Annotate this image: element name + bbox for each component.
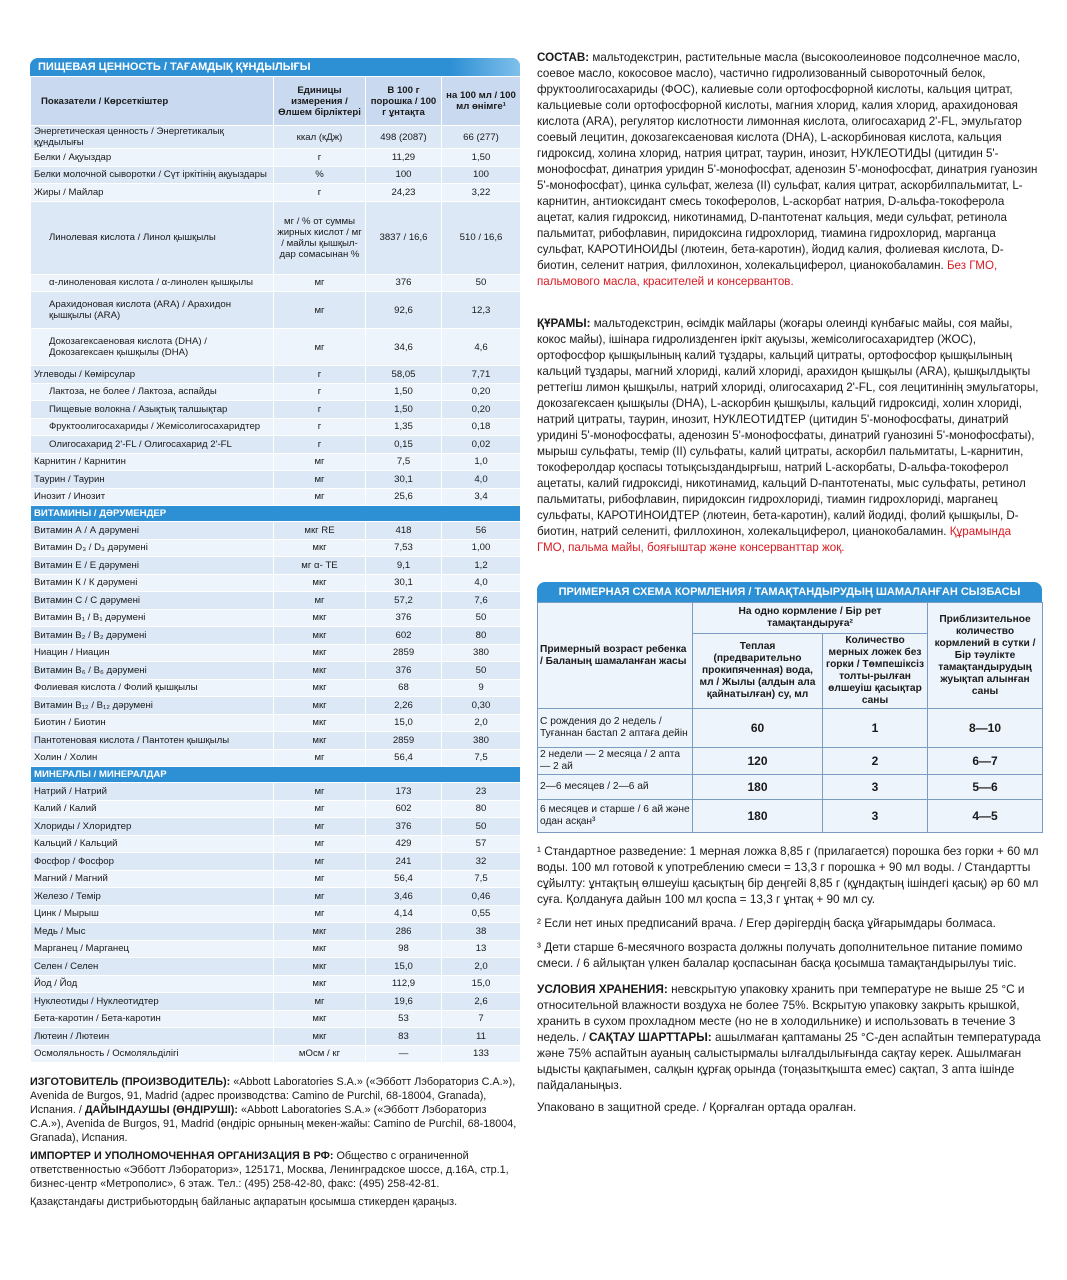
nutrition-cell-unit: мОсм / кг — [274, 1045, 366, 1063]
nutrition-cell-ml: 50 — [442, 274, 521, 292]
feeding-cell-age: 6 месяцев и старше / 6 ай және одан асқан³ — [538, 800, 693, 833]
nutrition-cell-unit: мкг — [274, 1010, 366, 1028]
nutrition-cell-name: Холин / Холин — [31, 749, 274, 767]
nutrition-cell-p: 58,05 — [366, 366, 442, 384]
storage-text: УСЛОВИЯ ХРАНЕНИЯ: невскрытую упаковку хранить при температуре не выше 25 °C и относительной влажности воздуха не более 75%. Вскрытую упаковку закрыть крышкой, хранить в сухом прохладном месте (но не в холодильнике) и использовать в течение 3 недель. / САҚТАУ ШАРТТАРЫ: ашылмаған қаптаманы 25 °C-ден аспайтын температурада және 75% аспайтын ауаның салыстырмалы ылғалдылығында сақтау керек. Ашылмаған ыдысты қақпағымен, салқын құрғақ орында (тоңазытқышта емес) сақтап, 3 апта ішінде пайдаланыңыз. — [537, 982, 1041, 1092]
nutrition-cell-name: Витамин В₆ / В₆ дәрумені — [31, 662, 274, 680]
nutrition-cell-ml: 4,0 — [442, 471, 521, 489]
feeding-cell-per_day: 8—10 — [928, 709, 1043, 748]
nutrition-cell-name: Жиры / Майлар — [31, 184, 274, 202]
minerals-section — [31, 767, 521, 783]
nutrition-cell-ml: 12,3 — [442, 292, 521, 329]
nutrition-cell-name: Йод / Йод — [31, 975, 274, 993]
feeding-cell-per_day: 5—6 — [928, 775, 1043, 800]
nutrition-cell-unit: мг — [274, 329, 366, 366]
nutrition-cell-name: Ниацин / Ниацин — [31, 644, 274, 662]
nutrition-cell-ml: 7,6 — [442, 592, 521, 610]
nutrition-cell-ml: 510 / 16,6 — [442, 201, 521, 274]
nutrition-row — [31, 418, 521, 436]
nutrition-cell-p: 3837 / 16,6 — [366, 201, 442, 274]
nutrition-cell-name: Бета-каротин / Бета-каротин — [31, 1010, 274, 1028]
feeding-header-age: Примерный возраст ребенка / Баланың шамаланған жасы — [538, 603, 693, 709]
nutrition-cell-p: 83 — [366, 1028, 442, 1046]
nutrition-cell-p: 602 — [366, 627, 442, 645]
nutrition-cell-unit: мкг — [274, 539, 366, 557]
header-indicator: Показатели / Көрсеткіштер — [31, 77, 274, 126]
nutrition-row — [31, 471, 521, 489]
storage-label-kz: САҚТАУ ШАРТТАРЫ: — [589, 1030, 712, 1044]
nutrition-row — [31, 292, 521, 329]
nutrition-row — [31, 1045, 521, 1063]
nutrition-cell-unit: мкг — [274, 975, 366, 993]
nutrition-cell-name: Хлориды / Хлоридтер — [31, 818, 274, 836]
nutrition-cell-ml: 11 — [442, 1028, 521, 1046]
nutrition-row — [31, 383, 521, 401]
composition-kz-warning: Құрамында ГМО, пальма майы, бояғыштар және консерванттар жоқ. — [537, 525, 1012, 554]
nutrition-cell-ml: 15,0 — [442, 975, 521, 993]
nutrition-cell-name: Карнитин / Карнитин — [31, 453, 274, 471]
nutrition-cell-unit: мг / % от суммы жирных кислот / мг / майлы қышқыл-дар сомасынан % — [274, 201, 366, 274]
nutrition-row — [31, 749, 521, 767]
nutrition-row — [31, 329, 521, 366]
nutrition-row — [31, 592, 521, 610]
composition-kz: ҚҰРАМЫ: мальтодекстрин, өсімдік майлары (жоғары олеинді күнбағыс майы, соя майы, кокос майы), ішінара гидролизденген іркіт ақуызы, жемісолигосахаридтер (ЖОС), ортофосфор қышқылының калий тұздары, кальций цитраты, ортофосфор қышқылының кальций тұздары, магний хлориді, калий хлориді, арахидон қышқылы (ARA), қышқылдықты реттегіш лимон қышқылы, натрий хлориді, олигосахарид 2'-FL, соя лецитинінің эмульгаторы, докозагексаен қышқылы (DHA), L-аскорбин қышқылы, кальций гидроксиді, холин хлориді, натрий цитраты, таурин, инозит, НУКЛЕОТИДТЕР (цитидин 5'-монофосфаты, динатрий уридині 5'-монофосфаты, аденозин 5'-монофосфаты, динатрий гуанозині 5'-монофосфаты), мырыш сульфаты, темір (II) сульфаты, калий цитраты, аскорбил пальмитаты, L-карнитин, токоферолдар қоспасы тотықсыздандырғыш, натрий L-аскорбаты, D-альфа-токоферол ацетаты, калий гидроксиді, никотинамид, кальций D-пантотенаты, мыс сульфаты, ретинол пальмитаты, рибофлавин, пиридоксин гидрохлориді, тиамин гидрохлориді, марганец сульфаты, КАРОТИНОИДТЕР (лютеин, бета-каротин), калий йодиді, фолий қышқылы, D-биотин, натрий селениті, филлохинон, холекальциферол, цианокобаламин. Құрамында ГМО, пальма майы, бояғыштар және консерванттар жоқ. — [537, 317, 1039, 554]
nutrition-cell-unit: мкг — [274, 574, 366, 592]
nutrition-cell-unit: мг — [274, 453, 366, 471]
footnote-1: ¹ Стандартное разведение: 1 мерная ложка 8,85 г (прилагается) порошка без горки + 60 мл воды. 100 мл готовой к употреблению смеси = 13,3 г порошка + 90 мл воды. / Стандартты сұйылту: ұнтақтың өлшеуіш қасықтың бір деңгейі 8,85 г (құндақтың ішіндегі қасық) əр 60 мл суға. Қолдануға дайын 100 мл қоспа = 13,3 г ұнтақ + 90 мл су. — [537, 844, 1039, 906]
right-column — [537, 50, 1042, 1115]
nutrition-cell-p: 15,0 — [366, 714, 442, 732]
composition-ru-warning: Без ГМО, пальмового масла, красителей и консервантов. — [537, 259, 998, 288]
nutrition-cell-name: Олигосахарид 2'-FL / Олигосахарид 2'-FL — [31, 436, 274, 454]
nutrition-cell-ml: 7,5 — [442, 870, 521, 888]
nutrition-cell-ml: 50 — [442, 818, 521, 836]
nutrition-cell-unit: г — [274, 366, 366, 384]
nutrition-row — [31, 993, 521, 1011]
nutrition-row — [31, 436, 521, 454]
header-unit: Единицы измерения / Өлшем бірліктері — [274, 77, 366, 126]
nutrition-cell-unit: мг — [274, 800, 366, 818]
nutrition-row — [31, 853, 521, 871]
nutrition-row — [31, 835, 521, 853]
nutrition-cell-p: 56,4 — [366, 749, 442, 767]
nutrition-cell-p: 30,1 — [366, 574, 442, 592]
nutrition-row — [31, 975, 521, 993]
nutrition-cell-p: 1,35 — [366, 418, 442, 436]
importer-label: ИМПОРТЕР И УПОЛНОМОЧЕННАЯ ОРГАНИЗАЦИЯ В РФ: — [30, 1150, 334, 1162]
nutrition-cell-name: Пантотеновая кислота / Пантотен қышқылы — [31, 732, 274, 750]
nutrition-cell-p: 53 — [366, 1010, 442, 1028]
nutrition-cell-unit: мг — [274, 888, 366, 906]
nutrition-cell-p: 418 — [366, 522, 442, 540]
manufacturer-block — [30, 1075, 520, 1209]
nutrition-cell-ml: 380 — [442, 732, 521, 750]
feeding-block — [537, 582, 1042, 833]
nutrition-cell-name: Белки молочной сыворотки / Сүт іркітінің ақуыздары — [31, 166, 274, 184]
nutrition-cell-unit: г — [274, 383, 366, 401]
nutrition-cell-ml: 80 — [442, 627, 521, 645]
feeding-cell-spoons: 3 — [823, 800, 928, 833]
nutrition-cell-p: 24,23 — [366, 184, 442, 202]
nutrition-cell-unit: г — [274, 184, 366, 202]
nutrition-cell-unit: мкг — [274, 697, 366, 715]
nutrition-row — [31, 557, 521, 575]
manufacturer-text: ИЗГОТОВИТЕЛЬ (ПРОИЗВОДИТЕЛЬ): «Abbott Laboratories S.A.» («Эбботт Лэбораториз С.А.»), Avenida de Burgos, 91, Madrid (адрес производства: Camino de Purchil, 68-18004, Granada), Испания. / ДАЙЫНДАУШЫ (ӨНДІРУШІ): «Abbott Laboratories S.A.» («Эбботт Лэбораториз С.А.»), Avenida de Burgos, 91, Madrid (өндіріс орнының мекен-жайы: Camino de Purchil, 68-18004, Granada), Испания. — [30, 1076, 517, 1144]
nutrition-cell-p: 11,29 — [366, 149, 442, 167]
feeding-row — [538, 800, 1043, 833]
vitamins-section — [31, 506, 521, 522]
composition-ru-label: СОСТАВ: — [537, 51, 590, 64]
nutrition-row — [31, 1010, 521, 1028]
nutrition-row — [31, 888, 521, 906]
nutrition-row — [31, 714, 521, 732]
nutrition-cell-p: 376 — [366, 662, 442, 680]
nutrition-cell-name: Лютеин / Лютеин — [31, 1028, 274, 1046]
nutrition-cell-unit: мкг — [274, 644, 366, 662]
nutrition-cell-name: Энергетическая ценность / Энергетикалық құндылығы — [31, 126, 274, 149]
nutrition-row — [31, 574, 521, 592]
storage-label-ru: УСЛОВИЯ ХРАНЕНИЯ: — [537, 982, 668, 996]
nutrition-cell-p: 34,6 — [366, 329, 442, 366]
nutrition-row — [31, 201, 521, 274]
nutrition-cell-unit: мг — [274, 592, 366, 610]
nutrition-row — [31, 870, 521, 888]
nutrition-cell-ml: 9 — [442, 679, 521, 697]
nutrition-cell-p: 4,14 — [366, 905, 442, 923]
vitamins-section-label: ВИТАМИНЫ / ДӘРУМЕНДЕР — [31, 506, 521, 522]
nutrition-cell-name: Таурин / Таурин — [31, 471, 274, 489]
nutrition-row — [31, 679, 521, 697]
feeding-cell-water: 180 — [693, 800, 823, 833]
nutrition-cell-ml: 56 — [442, 522, 521, 540]
nutrition-cell-p: 173 — [366, 783, 442, 801]
nutrition-cell-name: Арахидоновая кислота (ARA) / Арахидон қышқылы (ARA) — [31, 292, 274, 329]
nutrition-row — [31, 453, 521, 471]
header-per-100ml: на 100 мл / 100 мл өнімге¹ — [442, 77, 521, 126]
nutrition-cell-ml: 2,0 — [442, 714, 521, 732]
manufacturer-label: ИЗГОТОВИТЕЛЬ (ПРОИЗВОДИТЕЛЬ): — [30, 1076, 231, 1088]
nutrition-cell-ml: 133 — [442, 1045, 521, 1063]
feeding-cell-water: 120 — [693, 748, 823, 775]
minerals-section-label: МИНЕРАЛЫ / МИНЕРАЛДАР — [31, 767, 521, 783]
nutrition-cell-name: Углеводы / Көмірсулар — [31, 366, 274, 384]
nutrition-cell-name: Нуклеотиды / Нуклеотидтер — [31, 993, 274, 1011]
nutrition-cell-unit: мг — [274, 471, 366, 489]
nutrition-cell-name: Магний / Магний — [31, 870, 274, 888]
nutrition-row — [31, 923, 521, 941]
nutrition-cell-p: 376 — [366, 274, 442, 292]
nutrition-table — [30, 76, 521, 1063]
nutrition-cell-unit: мкг — [274, 627, 366, 645]
nutrition-cell-p: 2859 — [366, 732, 442, 750]
nutrition-cell-name: Белки / Ақуыздар — [31, 149, 274, 167]
footnote-2: ² Если нет иных предписаний врача. / Егер дәрігердің басқа ұйғарымдары болмаса. — [537, 916, 996, 930]
nutrition-cell-ml: 0,02 — [442, 436, 521, 454]
nutrition-row — [31, 1028, 521, 1046]
nutrition-cell-unit: мг — [274, 783, 366, 801]
nutrition-cell-name: Кальций / Кальций — [31, 835, 274, 853]
left-column — [30, 58, 520, 1209]
nutrition-cell-p: 30,1 — [366, 471, 442, 489]
nutrition-cell-name: Натрий / Натрий — [31, 783, 274, 801]
feeding-row — [538, 709, 1043, 748]
nutrition-row — [31, 166, 521, 184]
nutrition-cell-ml: 4,0 — [442, 574, 521, 592]
nutrition-cell-name: Калий / Калий — [31, 800, 274, 818]
nutrition-cell-unit: мкг RE — [274, 522, 366, 540]
nutrition-cell-p: 602 — [366, 800, 442, 818]
nutrition-cell-name: Витамин В₁₂ / В₁₂ дәрумені — [31, 697, 274, 715]
nutrition-row — [31, 662, 521, 680]
nutrition-row — [31, 940, 521, 958]
nutrition-cell-p: 1,50 — [366, 401, 442, 419]
nutrition-row — [31, 697, 521, 715]
feeding-cell-water: 180 — [693, 775, 823, 800]
nutrition-row — [31, 905, 521, 923]
nutrition-row — [31, 401, 521, 419]
feeding-row — [538, 775, 1043, 800]
nutrition-cell-unit: мг — [274, 274, 366, 292]
nutrition-cell-unit: мкг — [274, 923, 366, 941]
nutrition-cell-name: Медь / Мыс — [31, 923, 274, 941]
nutrition-cell-p: 429 — [366, 835, 442, 853]
nutrition-cell-name: Железо / Темір — [31, 888, 274, 906]
nutrition-cell-name: Витамин Е / Е дәрумені — [31, 557, 274, 575]
nutrition-cell-ml: 4,6 — [442, 329, 521, 366]
nutrition-cell-p: 498 (2087) — [366, 126, 442, 149]
nutrition-cell-ml: 13 — [442, 940, 521, 958]
feeding-title: ПРИМЕРНАЯ СХЕМА КОРМЛЕНИЯ / ТАМАҚТАНДЫРУДЫҢ ШАМАЛАНҒАН СЫЗБАСЫ — [537, 582, 1042, 602]
nutrition-cell-ml: 80 — [442, 800, 521, 818]
nutrition-cell-p: 25,6 — [366, 488, 442, 506]
nutrition-cell-unit: мг α- TE — [274, 557, 366, 575]
producer-label: ДАЙЫНДАУШЫ (ӨНДІРУШІ): — [84, 1104, 238, 1116]
nutrition-cell-ml: 0,20 — [442, 401, 521, 419]
nutrition-cell-name: Докозагексаеновая кислота (DHA) / Докозагексаен қышқылы (DHA) — [31, 329, 274, 366]
nutrition-cell-ml: 0,30 — [442, 697, 521, 715]
nutrition-cell-ml: 380 — [442, 644, 521, 662]
footnotes — [537, 843, 1042, 971]
nutrition-row — [31, 126, 521, 149]
nutrition-cell-unit: мкг — [274, 662, 366, 680]
feeding-row — [538, 748, 1043, 775]
composition-ru: СОСТАВ: мальтодекстрин, растительные масла (высокоолеиновое подсолнечное масло, соевое масло, кокосовое масло), частично гидролизованный сывороточный белок, фруктоолигосахариды (ФОС), калиевые соли ортофосфорной кислоты, кальция цитрат, кальциевые соли ортофосфорной кислоты, магния хлорид, калия хлорид, арахидоновая кислота (ARA), регулятор кислотности лимонная кислота, олигосахарид 2'-FL, эмульгатор соевый лецитин, докозагексаеновая кислота (DHA), L-аскорбиновая кислота, кальция гидроксид, холина хлорид, натрия цитрат, таурин, инозит, НУКЛЕОТИДЫ (цитидин 5'-монофосфат, динатрия уридин 5'-монофосфат, аденозин 5'-монофосфат, динатрия гуанозин 5'-монофосфат), цинка сульфат, железа (II) сульфат, калия цитрат, аскорбилпальмитат, L-карнитин, антиоксидант смесь токоферолов, L-аскорбат натрия, D-альфа-токоферола ацетат, калия гидроксид, никотинамид, D-пантотенат кальция, меди сульфат, ретинола пальмитат, рибофлавин, пиридоксина гидрохлорид, тиамина гидрохлорид, марганца сульфат, КАРОТИНОИДЫ (лютеин, бета-каротин), йодид калия, фолиевая кислота, D-биотин, селенит натрия, филлохинон, холекальциферол, цианокобаламин. Без ГМО, пальмового масла, красителей и консервантов. — [537, 51, 1038, 288]
nutrition-cell-name: Витамин К / К дәрумені — [31, 574, 274, 592]
nutrition-cell-ml: 0,20 — [442, 383, 521, 401]
nutrition-cell-p: 98 — [366, 940, 442, 958]
nutrition-cell-p: 68 — [366, 679, 442, 697]
nutrition-row — [31, 539, 521, 557]
nutrition-cell-name: Фосфор / Фосфор — [31, 853, 274, 871]
nutrition-cell-ml: 7,5 — [442, 749, 521, 767]
nutrition-cell-p: 1,50 — [366, 383, 442, 401]
nutrition-cell-ml: 66 (277) — [442, 126, 521, 149]
nutrition-cell-name: Биотин / Биотин — [31, 714, 274, 732]
nutrition-cell-unit: мкг — [274, 679, 366, 697]
nutrition-cell-unit: мг — [274, 993, 366, 1011]
nutrition-cell-ml: 0,46 — [442, 888, 521, 906]
feeding-cell-spoons: 3 — [823, 775, 928, 800]
nutrition-cell-unit: мкг — [274, 1028, 366, 1046]
feeding-cell-water: 60 — [693, 709, 823, 748]
nutrition-cell-p: 376 — [366, 609, 442, 627]
nutrition-cell-p: 15,0 — [366, 958, 442, 976]
nutrition-row — [31, 644, 521, 662]
nutrition-cell-ml: 23 — [442, 783, 521, 801]
nutrition-cell-name: Селен / Селен — [31, 958, 274, 976]
nutrition-cell-ml: 1,0 — [442, 453, 521, 471]
nutrition-cell-ml: 57 — [442, 835, 521, 853]
nutrition-cell-ml: 50 — [442, 662, 521, 680]
nutrition-cell-ml: 3,4 — [442, 488, 521, 506]
nutrition-cell-unit: г — [274, 401, 366, 419]
nutrition-cell-p: 7,5 — [366, 453, 442, 471]
nutrition-cell-p: 100 — [366, 166, 442, 184]
nutrition-cell-ml: 100 — [442, 166, 521, 184]
nutrition-cell-p: 376 — [366, 818, 442, 836]
nutrition-cell-name: Инозит / Инозит — [31, 488, 274, 506]
nutrition-cell-unit: мкг — [274, 714, 366, 732]
nutrition-cell-p: 2859 — [366, 644, 442, 662]
nutrition-cell-unit: мкг — [274, 958, 366, 976]
nutrition-cell-p: 9,1 — [366, 557, 442, 575]
nutrition-cell-unit: г — [274, 418, 366, 436]
nutrition-cell-ml: 2,0 — [442, 958, 521, 976]
nutrition-row — [31, 732, 521, 750]
feeding-cell-age: С рождения до 2 недель / Туғаннан бастап 2 аптаға дейін — [538, 709, 693, 748]
distributor-note: Қазақстандағы дистрибьютордың байланыс ақпаратын қосымша стикерден қараңыз. — [30, 1196, 458, 1208]
nutrition-cell-ml: 50 — [442, 609, 521, 627]
nutrition-cell-name: Витамин В₁ / В₁ дәрумені — [31, 609, 274, 627]
nutrition-cell-p: 56,4 — [366, 870, 442, 888]
nutrition-row — [31, 184, 521, 202]
nutrition-cell-p: 2,26 — [366, 697, 442, 715]
nutrition-cell-unit: мг — [274, 853, 366, 871]
nutrition-cell-ml: 7,71 — [442, 366, 521, 384]
nutrition-cell-ml: 2,6 — [442, 993, 521, 1011]
nutrition-cell-p: 0,15 — [366, 436, 442, 454]
nutrition-cell-name: Витамин А / А дәрумені — [31, 522, 274, 540]
nutrition-cell-name: Лактоза, не более / Лактоза, аспайды — [31, 383, 274, 401]
nutrition-cell-p: 112,9 — [366, 975, 442, 993]
nutrition-cell-name: Витамин D₃ / D₃ дәрумені — [31, 539, 274, 557]
nutrition-cell-ml: 1,50 — [442, 149, 521, 167]
nutrition-cell-ml: 38 — [442, 923, 521, 941]
feeding-cell-per_day: 4—5 — [928, 800, 1043, 833]
nutrition-cell-ml: 1,2 — [442, 557, 521, 575]
nutrition-row — [31, 958, 521, 976]
packed-text: Упаковано в защитной среде. / Қорғалған ортада оралған. — [537, 1100, 857, 1114]
nutrition-cell-unit: мг — [274, 835, 366, 853]
nutrition-cell-name: Пищевые волокна / Азықтық талшықтар — [31, 401, 274, 419]
composition-kz-label: ҚҰРАМЫ: — [537, 317, 591, 330]
nutrition-cell-name: Цинк / Мырыш — [31, 905, 274, 923]
header-per-100g: В 100 г порошка / 100 г ұнтақта — [366, 77, 442, 126]
feeding-cell-per_day: 6—7 — [928, 748, 1043, 775]
nutrition-cell-unit: мкг — [274, 609, 366, 627]
feeding-header-spoons: Количество мерных ложек без горки / Төмпешіксіз толты-рылған өлшеуіш қасықтар саны — [823, 634, 928, 709]
nutrition-cell-p: — — [366, 1045, 442, 1063]
nutrition-row — [31, 818, 521, 836]
nutrition-cell-ml: 3,22 — [442, 184, 521, 202]
nutrition-cell-p: 286 — [366, 923, 442, 941]
nutrition-cell-unit: мг — [274, 488, 366, 506]
nutrition-cell-unit: мг — [274, 818, 366, 836]
nutrition-cell-unit: мг — [274, 870, 366, 888]
feeding-cell-spoons: 1 — [823, 709, 928, 748]
nutrition-row — [31, 149, 521, 167]
nutrition-cell-ml: 0,55 — [442, 905, 521, 923]
nutrition-cell-p: 3,46 — [366, 888, 442, 906]
nutrition-cell-name: Фолиевая кислота / Фолий қышқылы — [31, 679, 274, 697]
nutrition-cell-name: α-линоленовая кислота / α-линолен қышқылы — [31, 274, 274, 292]
nutrition-cell-p: 92,6 — [366, 292, 442, 329]
nutrition-cell-unit: мг — [274, 905, 366, 923]
nutrition-row — [31, 488, 521, 506]
nutrition-row — [31, 783, 521, 801]
nutrition-cell-name: Марганец / Марганец — [31, 940, 274, 958]
footnote-3: ³ Дети старше 6-месячного возраста должны получать дополнительное питание помимо смеси. / 6 айлықтан үлкен балалар қоспасынан басқа қосымша тамақтандырылуы тиіс. — [537, 940, 1023, 970]
nutrition-cell-unit: ккал (кДж) — [274, 126, 366, 149]
feeding-cell-age: 2 недели — 2 месяца / 2 апта — 2 ай — [538, 748, 693, 775]
nutrition-cell-unit: мг — [274, 292, 366, 329]
nutrition-cell-unit: г — [274, 149, 366, 167]
nutrition-cell-name: Витамин В₂ / В₂ дәрумені — [31, 627, 274, 645]
nutrition-cell-p: 7,53 — [366, 539, 442, 557]
nutrition-cell-unit: % — [274, 166, 366, 184]
nutrition-row — [31, 627, 521, 645]
nutrition-row — [31, 522, 521, 540]
feeding-header-one: На одно кормление / Бір рет тамақтандыруға² — [693, 603, 928, 634]
nutrition-cell-unit: мг — [274, 749, 366, 767]
nutrition-cell-name: Осмоляльность / Осмоляльділігі — [31, 1045, 274, 1063]
feeding-header-water: Теплая (предварительно прокипяченная) вода, мл / Жылы (алдын ала қайнатылған) су, мл — [693, 634, 823, 709]
nutrition-row — [31, 609, 521, 627]
nutrition-cell-unit: г — [274, 436, 366, 454]
nutrition-cell-ml: 1,00 — [442, 539, 521, 557]
nutrition-cell-unit: мкг — [274, 940, 366, 958]
nutrition-cell-ml: 0,18 — [442, 418, 521, 436]
nutrition-row — [31, 274, 521, 292]
nutrition-cell-name: Фруктоолигосахариды / Жемісолигосахаридтер — [31, 418, 274, 436]
nutrition-cell-unit: мкг — [274, 732, 366, 750]
nutrition-title: ПИЩЕВАЯ ЦЕННОСТЬ / ТАҒАМДЫҚ ҚҰНДЫЛЫҒЫ — [30, 58, 520, 76]
feeding-table — [537, 602, 1043, 833]
nutrition-cell-ml: 7 — [442, 1010, 521, 1028]
nutrition-cell-name: Витамин С / С дәрумені — [31, 592, 274, 610]
nutrition-cell-p: 19,6 — [366, 993, 442, 1011]
feeding-header-per-day: Приблизительное количество кормлений в сутки / Бір тәулікте тамақтандырудың жуықтап алынған саны — [928, 603, 1043, 709]
nutrition-cell-ml: 32 — [442, 853, 521, 871]
feeding-cell-spoons: 2 — [823, 748, 928, 775]
nutrition-cell-p: 57,2 — [366, 592, 442, 610]
nutrition-cell-name: Линолевая кислота / Линол қышқылы — [31, 201, 274, 274]
feeding-cell-age: 2—6 месяцев / 2—6 ай — [538, 775, 693, 800]
nutrition-row — [31, 800, 521, 818]
importer-text: ИМПОРТЕР И УПОЛНОМОЧЕННАЯ ОРГАНИЗАЦИЯ В РФ: Общество с ограниченной ответственностью «Эбботт Лэбораториз», 125171, Москва, Ленинградское шоссе, д.16А, стр.1, бизнес-центр «Метрополис», 6 этаж. Тел.: (495) 258-42-80, факс: (495) 258-42-81. — [30, 1150, 509, 1190]
nutrition-cell-p: 241 — [366, 853, 442, 871]
nutrition-row — [31, 366, 521, 384]
